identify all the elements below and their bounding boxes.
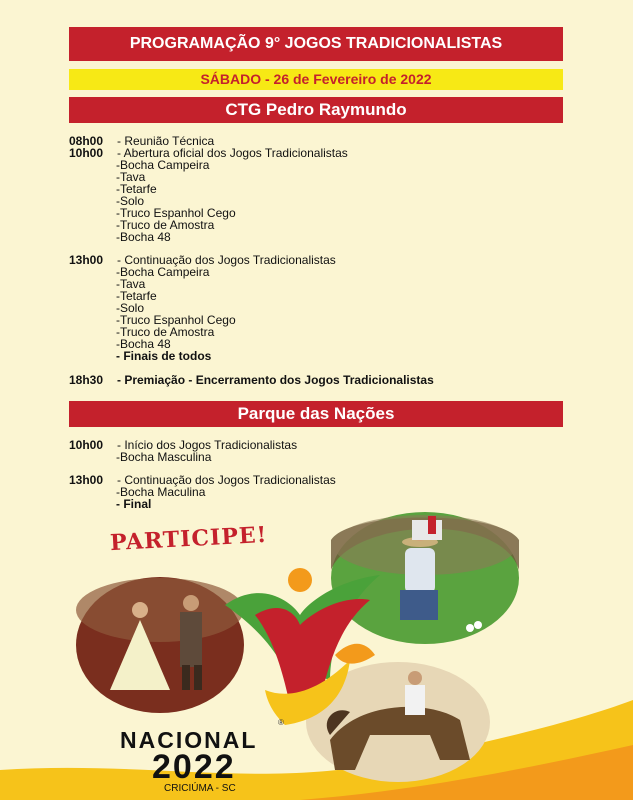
- event-date: SÁBADO - 26 de Fevereiro de 2022: [69, 69, 563, 90]
- finals-note: - Finais de todos: [116, 349, 212, 363]
- list-item: -Bocha Maculina: [116, 485, 206, 499]
- time-1000: 10h00: [69, 438, 104, 452]
- desc-premiacao: - Premiação - Encerramento dos Jogos Tradicionalistas: [117, 373, 434, 387]
- list-item: -Tava: [116, 170, 146, 184]
- list-item: -Tetarfe: [116, 182, 157, 196]
- participe-slogan: PARTICIPE!: [109, 521, 268, 557]
- list-item: -Solo: [116, 301, 145, 315]
- city-label: CRICIÚMA - SC: [164, 783, 236, 794]
- photo-bocha-player: [331, 512, 519, 644]
- list-item: -Bocha Masculina: [116, 450, 212, 464]
- desc-reuniao: - Reunião Técnica: [117, 134, 215, 148]
- nacional-wordmark: NACIONAL: [120, 727, 258, 753]
- time-1300: 13h00: [69, 253, 104, 267]
- list-item: -Solo: [116, 194, 145, 208]
- year-wordmark: 2022: [152, 748, 236, 786]
- list-item: -Tava: [116, 277, 146, 291]
- desc-inicio: - Início dos Jogos Tradicionalistas: [117, 438, 298, 452]
- time-1830: 18h30: [69, 373, 104, 387]
- list-item: -Bocha 48: [116, 230, 171, 244]
- desc-continuacao: - Continuação dos Jogos Tradicionalistas: [117, 253, 336, 267]
- program-title: PROGRAMAÇÃO 9° JOGOS TRADICIONALISTAS: [69, 27, 563, 61]
- list-item: -Bocha Campeira: [116, 158, 210, 172]
- list-item: -Bocha Campeira: [116, 265, 210, 279]
- desc-abertura: - Abertura oficial dos Jogos Tradicionalistas: [117, 146, 348, 160]
- registered-mark: ®: [278, 718, 284, 727]
- desc-continuacao: - Continuação dos Jogos Tradicionalistas: [117, 473, 336, 487]
- venue-ctg-heading: CTG Pedro Raymundo: [69, 97, 563, 123]
- list-item: -Tetarfe: [116, 289, 157, 303]
- list-item: -Truco Espanhol Cego: [116, 313, 236, 327]
- time-1300: 13h00: [69, 473, 104, 487]
- time-1000: 10h00: [69, 146, 104, 160]
- list-item: -Truco de Amostra: [116, 325, 215, 339]
- time-0800: 08h00: [69, 134, 104, 148]
- list-item: -Bocha 48: [116, 337, 171, 351]
- venue-parque-heading: Parque das Nações: [69, 401, 563, 427]
- photo-dancers: [76, 577, 244, 713]
- final-note: - Final: [116, 497, 152, 511]
- list-item: -Truco Espanhol Cego: [116, 206, 236, 220]
- list-item: -Truco de Amostra: [116, 218, 215, 232]
